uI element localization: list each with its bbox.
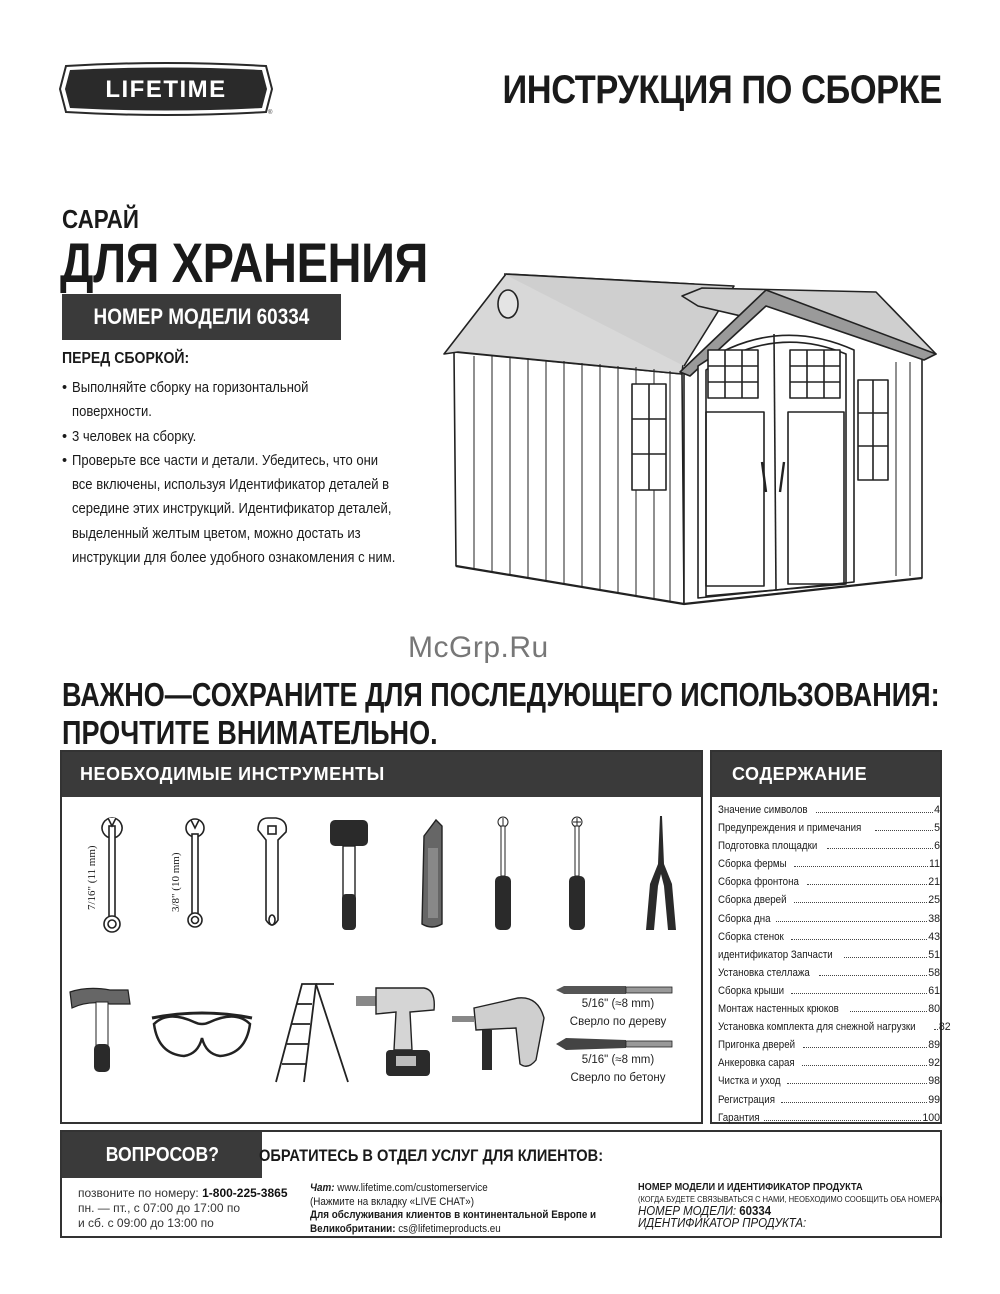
important-notice (62, 676, 940, 752)
toc-entry-page: 61 (928, 984, 940, 997)
toc-entry-page: 82 (938, 1021, 951, 1034)
toc-entry-label: Установка стеллажа (718, 966, 810, 979)
toc-entry[interactable] (718, 1039, 940, 1057)
toc-leader-dots (807, 884, 927, 885)
bullet-continuation: инструкции для более удобного ознакомления с ним. (72, 550, 396, 567)
lifetime-logo (60, 62, 272, 116)
toc-leader-dots (776, 921, 927, 922)
europe-email-link[interactable]: cs@lifetimeproducts.eu (395, 1222, 501, 1235)
phillips-screwdriver-icon (564, 816, 590, 934)
wrench-icon (184, 818, 206, 930)
questions-banner: ВОПРОСОВ? (62, 1132, 262, 1178)
shed-illustration (444, 266, 936, 614)
masonry-drill-bit-icon (556, 1038, 674, 1050)
toc-leader-dots (802, 1065, 927, 1066)
toc-entry-page: 58 (928, 966, 940, 979)
rubber-mallet-icon (328, 816, 370, 934)
bullet-item: • Выполняйте сборку на горизонтальной (62, 376, 442, 400)
wood-bit-label: Сверло по дереву (569, 1016, 667, 1028)
toc-entry-label: Подготовка площадки (718, 840, 818, 853)
page-title: ИНСТРУКЦИЯ ПО СБОРКЕ (502, 68, 942, 112)
utility-knife-icon (414, 818, 450, 930)
contents-header: СОДЕРЖАНИЕ (712, 752, 940, 797)
hammer-drill-icon (452, 984, 552, 1076)
toc-entry[interactable] (718, 876, 940, 894)
toc-entry-label: Монтаж настенных крюков (718, 1003, 839, 1016)
toc-entry-page: 5 (934, 822, 940, 835)
toc-entry-page: 89 (928, 1039, 940, 1052)
toc-entry-page: 25 (928, 894, 940, 907)
cordless-drill-icon (356, 984, 446, 1080)
toc-entry-label: Чистка и уход (718, 1075, 781, 1088)
toc-entry-label: Гарантия (718, 1111, 760, 1124)
product-sub-label: САРАЙ (62, 204, 139, 234)
toc-leader-dots (794, 866, 928, 867)
toc-entry-page: 21 (928, 876, 940, 889)
toc-entry-page: 100 (922, 1111, 940, 1124)
toc-leader-dots (764, 1120, 921, 1121)
wrench-large-size-label: 7/16" (11 mm) (86, 845, 98, 910)
toc-entry-label: Сборка фермы (718, 858, 787, 871)
toc-leader-dots (850, 1011, 927, 1012)
toc-entry-page: 51 (928, 948, 940, 961)
claw-hammer-icon (68, 986, 154, 1074)
tools-header: НЕОБХОДИМЫЕ ИНСТРУМЕНТЫ (62, 752, 701, 797)
phone-number[interactable]: 1-800-225-3865 (202, 1186, 288, 1200)
toc-entry[interactable] (718, 1094, 940, 1112)
model-id-info: НОМЕР МОДЕЛИ И ИДЕНТИФИКАТОР ПРОДУКТА (КОГДА БУДЕТЕ СВЯЗЫВАТЬСЯ С НАМИ, НЕОБХОДИМО СООБЩИТЬ ОБА НОМЕРА) НОМЕР МОДЕЛИ: 60334 ИДЕНТИФИКАТОР ПРОДУКТА: (638, 1181, 943, 1230)
toc-entry[interactable] (718, 967, 940, 985)
important-line-2: ПРОЧТИТЕ ВНИМАТЕЛЬНО. (62, 714, 438, 751)
toc-entry[interactable] (718, 858, 940, 876)
toc-entry-page: 92 (928, 1057, 940, 1070)
svg-text:®: ® (268, 110, 273, 116)
bullet-continuation: выделенный желтым цветом, можно достать из (72, 525, 361, 542)
toc-entry-page: 11 (929, 858, 940, 871)
toc-entry-label: Сборка крыши (718, 984, 785, 997)
toc-entry[interactable] (718, 894, 940, 912)
toc-leader-dots (816, 812, 933, 813)
toc-entry[interactable] (718, 804, 940, 822)
step-ladder-icon (272, 980, 350, 1084)
toc-entry-page: 80 (928, 1003, 940, 1016)
toc-leader-dots (781, 1102, 927, 1103)
toc-entry-page: 43 (928, 930, 940, 943)
bullet-item: • Проверьте все части и детали. Убедитесь, что они (62, 449, 442, 473)
concrete-bit-label: Сверло по бетону (570, 1072, 666, 1084)
before-assembly-list (62, 376, 442, 570)
contact-heading: ОБРАТИТЕСЬ В ОТДЕЛ УСЛУГ ДЛЯ КЛИЕНТОВ: (259, 1146, 604, 1165)
product-title: ДЛЯ ХРАНЕНИЯ (60, 231, 428, 294)
toc-entry[interactable] (718, 985, 940, 1003)
bullet-continuation: середине этих инструкций. Идентификатор деталей, (72, 501, 392, 518)
safety-glasses-icon (150, 1004, 254, 1066)
toc-entry-page: 6 (934, 840, 940, 853)
toc-entry-page: 4 (934, 804, 940, 816)
watermark: McGrp.Ru (408, 631, 549, 664)
svg-text:LIFETIME: LIFETIME (105, 76, 227, 103)
contents-panel (710, 750, 951, 1124)
toc-entry-label: Сборка стенок (718, 930, 784, 943)
wood-drill-bit-icon (556, 984, 674, 996)
wrench-icon (100, 816, 124, 934)
toc-entry[interactable] (718, 840, 940, 858)
wrench-small-size-label: 3/8" (10 mm) (170, 852, 182, 912)
bullet-continuation: все включены, используя Идентификатор деталей в (72, 477, 390, 494)
toc-entry-label: Сборка дна (718, 912, 771, 925)
toc-entry-label: Пригонка дверей (718, 1039, 796, 1052)
toc-leader-dots (844, 957, 927, 958)
toc-entry-label: Установка комплекта для снежной нагрузки (718, 1021, 916, 1034)
toc-entry-page: 98 (928, 1075, 940, 1088)
toc-entry[interactable] (718, 1003, 940, 1021)
toc-entry[interactable] (718, 1021, 951, 1039)
toc-leader-dots (875, 830, 933, 831)
toc-leader-dots (934, 1029, 938, 1030)
toc-leader-dots (803, 1047, 927, 1048)
toc-entry[interactable] (718, 1057, 940, 1075)
needle-nose-pliers-icon (640, 814, 682, 932)
chat-info: Чат: www.lifetime.com/customerservice (Нажмите на вкладку «LIVE CHAT») Для обслуживания клиентов в континентальной Европе и Великобритании: cs@lifetimeproducts.eu (310, 1182, 597, 1235)
toc-leader-dots (819, 975, 927, 976)
required-tools-panel (60, 750, 703, 1124)
concrete-bit-size: 5/16" (≈8 mm) (581, 1054, 655, 1066)
toc-entry-page: 99 (928, 1093, 940, 1106)
bullet-continuation: поверхности. (72, 404, 152, 421)
toc-entry-page: 38 (928, 912, 940, 925)
toc-entry-label: Предупреждения и примечания (718, 822, 862, 835)
toc-leader-dots (791, 993, 927, 994)
toc-entry[interactable] (718, 913, 940, 931)
customer-service-footer (60, 1130, 942, 1238)
toc-entry-label: Анкеровка сарая (718, 1057, 795, 1070)
toc-leader-dots (787, 1083, 927, 1084)
toc-entry[interactable] (718, 1112, 940, 1130)
adjustable-wrench-icon (254, 816, 290, 934)
before-assembly-heading: ПЕРЕД СБОРКОЙ: (62, 350, 190, 367)
toc-entry[interactable] (718, 1075, 940, 1093)
chat-link[interactable]: www.lifetime.com/customerservice (334, 1182, 488, 1194)
toc-entry[interactable] (718, 949, 940, 967)
contents-list (718, 804, 951, 1130)
phone-info: позвоните по номеру: 1-800-225-3865 пн. — пт., с 07:00 до 17:00 по и сб. с 09:00 до 13:00 по (78, 1186, 288, 1230)
toc-entry-label: Сборка фронтона (718, 876, 799, 889)
bullet-item: • 3 человек на сборку. (62, 425, 442, 449)
toc-leader-dots (791, 939, 928, 940)
model-number-banner: НОМЕР МОДЕЛИ 60334 (62, 294, 341, 340)
flathead-screwdriver-icon (490, 816, 516, 934)
toc-entry-label: Сборка дверей (718, 894, 787, 907)
toc-leader-dots (827, 848, 933, 849)
toc-entry[interactable] (718, 822, 940, 840)
toc-entry-label: Регистрация (718, 1093, 775, 1106)
important-line-1: ВАЖНО—СОХРАНИТЕ ДЛЯ ПОСЛЕДУЮЩЕГО ИСПОЛЬЗОВАНИЯ: (62, 676, 940, 713)
toc-entry[interactable] (718, 931, 940, 949)
toc-entry-label: идентификатор Запчасти (718, 948, 833, 961)
toc-leader-dots (794, 902, 928, 903)
wood-bit-size: 5/16" (≈8 mm) (581, 998, 655, 1010)
toc-entry-label: Значение символов (718, 804, 808, 816)
